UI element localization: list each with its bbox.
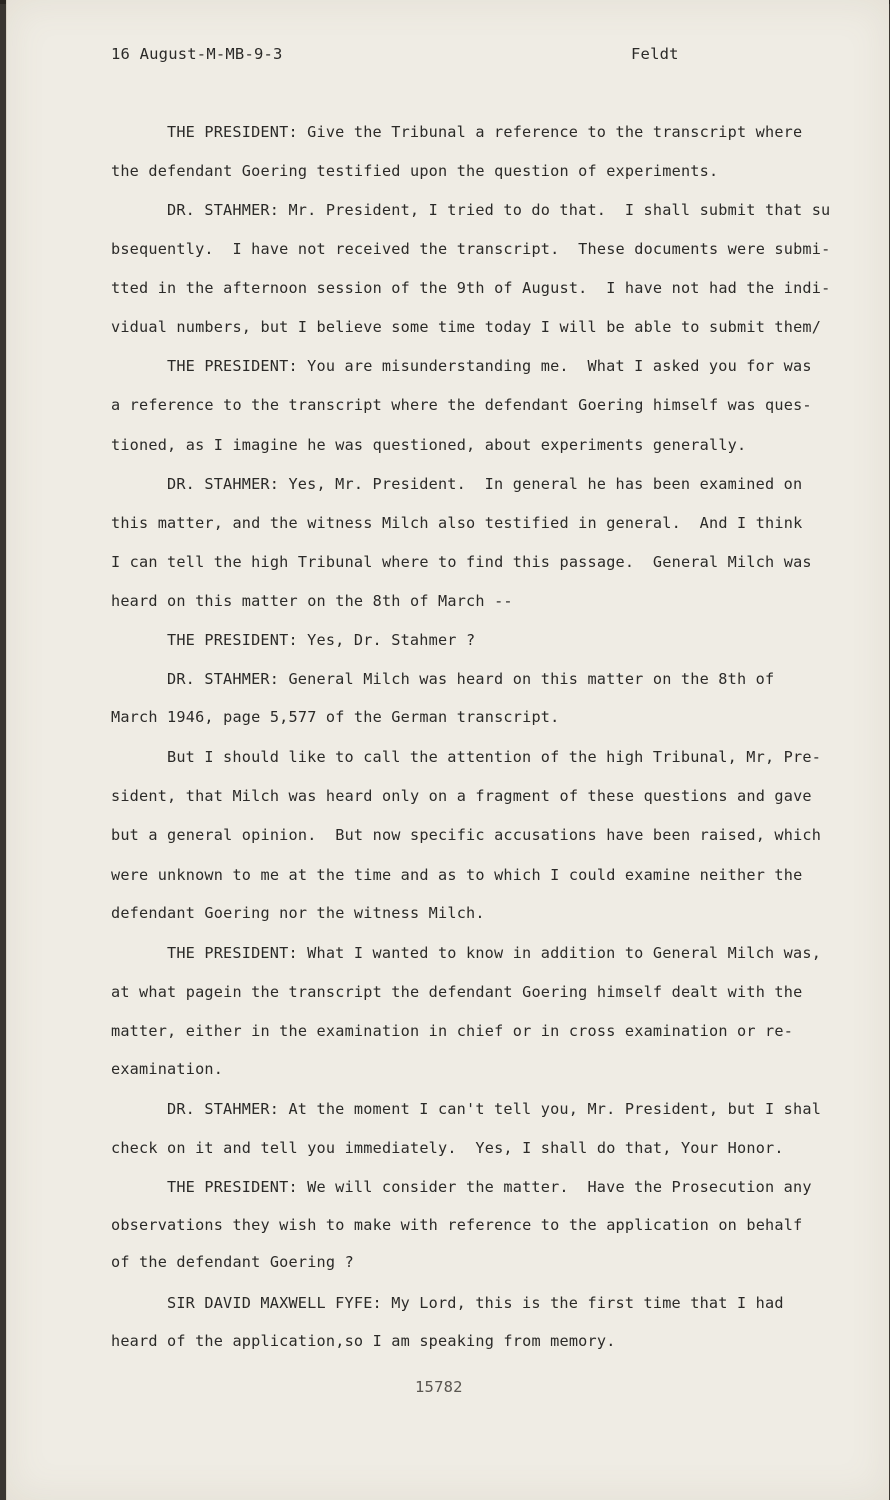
- text-line: THE PRESIDENT: Yes, Dr. Stahmer ?: [167, 631, 476, 649]
- text-line: but a general opinion. But now specific accusations have been raised, which: [111, 826, 822, 844]
- text-line: of the defendant Goering ?: [111, 1253, 354, 1271]
- page-number: 15782: [415, 1378, 463, 1396]
- text-line: at what pagein the transcript the defendant Goering himself dealt with the: [111, 983, 803, 1001]
- text-line: a reference to the transcript where the defendant Goering himself was ques-: [111, 396, 812, 414]
- text-line: THE PRESIDENT: What I wanted to know in addition to General Milch was,: [167, 944, 822, 962]
- text-line: THE PRESIDENT: You are misunderstanding me. What I asked you for was: [167, 357, 812, 375]
- text-line: defendant Goering nor the witness Milch.: [111, 904, 485, 922]
- header-reference: 16 August-M-MB-9-3: [111, 45, 283, 63]
- text-line: examination.: [111, 1060, 224, 1078]
- header-name: Feldt: [631, 45, 679, 63]
- text-line: DR. STAHMER: At the moment I can't tell you, Mr. President, but I shal: [167, 1100, 822, 1118]
- text-line: the defendant Goering testified upon the question of experiments.: [111, 162, 719, 180]
- text-line: I can tell the high Tribunal where to find this passage. General Milch was: [111, 553, 812, 571]
- text-line: bsequently. I have not received the transcript. These documents were submi-: [111, 240, 831, 258]
- text-line: matter, either in the examination in chief or in cross examination or re-: [111, 1022, 794, 1040]
- text-line: DR. STAHMER: Mr. President, I tried to do that. I shall submit that su: [167, 201, 831, 219]
- text-line: THE PRESIDENT: We will consider the matter. Have the Prosecution any: [167, 1178, 812, 1196]
- text-line: tioned, as I imagine he was questioned, about experiments generally.: [111, 436, 747, 454]
- text-line: SIR DAVID MAXWELL FYFE: My Lord, this is the first time that I had: [167, 1294, 784, 1312]
- text-line: DR. STAHMER: Yes, Mr. President. In general he has been examined on: [167, 475, 803, 493]
- text-line: this matter, and the witness Milch also testified in general. And I think: [111, 514, 803, 532]
- text-line: THE PRESIDENT: Give the Tribunal a reference to the transcript where: [167, 123, 803, 141]
- text-line: check on it and tell you immediately. Yes, I shall do that, Your Honor.: [111, 1139, 784, 1157]
- text-line: sident, that Milch was heard only on a fragment of these questions and gave: [111, 787, 812, 805]
- text-line: March 1946, page 5,577 of the German transcript.: [111, 708, 560, 726]
- transcript-page: [6, 0, 889, 1500]
- text-line: tted in the afternoon session of the 9th of August. I have not had the indi-: [111, 279, 831, 297]
- text-line: vidual numbers, but I believe some time today I will be able to submit them/: [111, 318, 822, 336]
- text-line: were unknown to me at the time and as to which I could examine neither the: [111, 866, 803, 884]
- text-line: heard of the application,so I am speaking from memory.: [111, 1332, 616, 1350]
- text-line: heard on this matter on the 8th of March --: [111, 592, 513, 610]
- text-line: DR. STAHMER: General Milch was heard on this matter on the 8th of: [167, 670, 775, 688]
- text-line: observations they wish to make with reference to the application on behalf: [111, 1216, 803, 1234]
- text-line: But I should like to call the attention of the high Tribunal, Mr, Pre-: [167, 748, 822, 766]
